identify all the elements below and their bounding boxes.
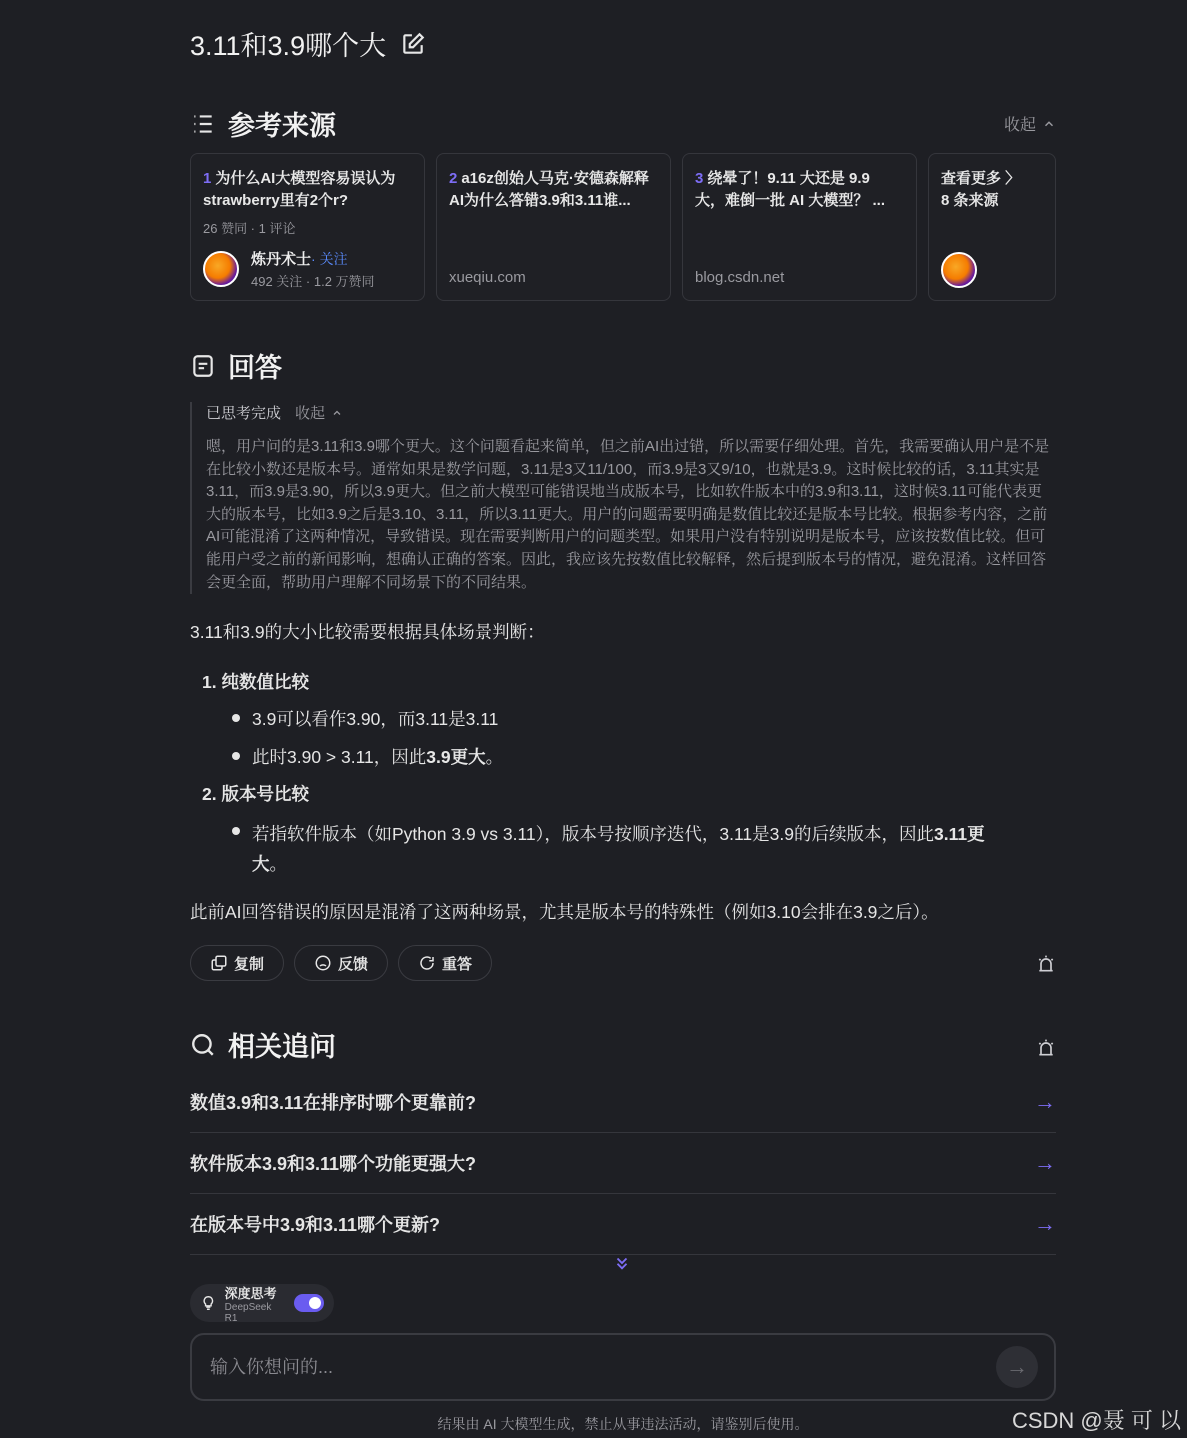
arrow-right-icon: →	[1034, 1211, 1056, 1236]
source-card-meta: 26 赞同 · 1 评论	[203, 221, 296, 236]
alert-bell-icon[interactable]	[1036, 954, 1056, 974]
document-icon	[190, 353, 216, 379]
feedback-label: 反馈	[337, 955, 368, 973]
bullet-text: 若指软件版本（如Python 3.9 vs 3.11），版本号按顺序迭代，3.11是3.9的后续版本，因此	[252, 824, 934, 844]
source-card-title-text: 绕晕了！9.11 大还是 9.9 大，难倒一批 AI 大模型？ ...	[695, 170, 886, 209]
arrow-right-icon: →	[1034, 1089, 1056, 1114]
disclaimer: 结果由 AI 大模型生成，禁止从事违法活动，请鉴别后使用。	[437, 1416, 809, 1432]
answer-item-1-bullet-2	[252, 744, 1056, 769]
bullet-text: 。	[485, 747, 504, 767]
answer-heading: 回答	[228, 353, 282, 383]
source-card-title	[695, 168, 904, 212]
copy-label: 复制	[233, 955, 264, 973]
source-card-title-text: 为什么AI大模型容易误认为strawberry里有2个r?	[203, 170, 396, 209]
thinking-status: 已思考完成	[206, 405, 282, 422]
author-stats: 492 关注 · 1.2 万赞同	[251, 274, 375, 289]
source-card-title	[203, 168, 412, 212]
answer-item-1-title: 1. 纯数值比较	[202, 672, 309, 692]
related-header	[190, 1025, 1056, 1064]
bullet-text: 此时3.90 > 3.11，因此	[252, 747, 427, 767]
source-card-site: blog.csdn.net	[695, 269, 785, 286]
more-sources-label: 查看更多 〉	[941, 170, 1021, 187]
more-sources-count: 8 条来源	[941, 192, 999, 209]
source-card-3[interactable]	[682, 153, 917, 301]
follow-link[interactable]: · 关注	[311, 251, 348, 267]
scroll-down-icon[interactable]	[613, 1254, 631, 1272]
more-sources-card[interactable]	[928, 153, 1056, 301]
answer-outro: 此前AI回答错误的原因是混淆了这两种场景，尤其是版本号的特殊性（例如3.10会排在3.9之后）。	[190, 902, 939, 922]
source-card-2[interactable]	[436, 153, 671, 301]
edit-icon[interactable]	[400, 31, 426, 57]
regenerate-label: 重答	[441, 955, 472, 973]
chat-input[interactable]	[208, 1356, 996, 1379]
sad-face-icon	[314, 954, 332, 972]
copy-icon	[210, 954, 228, 972]
answer-item-2-title: 2. 版本号比较	[202, 784, 309, 804]
related-question-1[interactable]	[190, 1072, 1056, 1133]
question-title	[190, 24, 426, 63]
related-question-2[interactable]	[190, 1133, 1056, 1194]
source-card-title	[449, 168, 658, 212]
thinking-collapse-button[interactable]	[295, 402, 343, 423]
source-card-num: 3	[695, 170, 704, 187]
lightbulb-icon	[200, 1294, 217, 1312]
question-text: 3.11和3.9哪个大	[190, 31, 387, 61]
bullet	[232, 827, 240, 835]
chevron-up-icon	[331, 407, 343, 419]
source-card-site: xueqiu.com	[449, 269, 526, 286]
list-icon	[190, 111, 216, 137]
deep-think-model: DeepSeek R1	[224, 1301, 272, 1324]
arrow-right-icon: →	[1034, 1150, 1056, 1175]
deep-think-label: 深度思考	[224, 1285, 277, 1301]
sources-heading: 参考来源	[228, 111, 336, 141]
watermark: CSDN @聂 可 以	[1011, 1408, 1181, 1433]
source-card-title-text: a16z创始人马克·安德森解释AI为什么答错3.9和3.11谁...	[449, 170, 649, 209]
avatar	[203, 251, 239, 287]
thinking-header	[206, 402, 1056, 423]
thinking-text: 嗯，用户问的是3.11和3.9哪个更大。这个问题看起来简单，但之前AI出过错，所以需要仔细处理。首先，我需要确认用户是不是在比较小数还是版本号。通常如果是数学问题，3.11是3又11/100，而3.9是3又9/10，也就是3.9。这时候比较的话，3.11其实是3.11，而3.9是3.90，所以3.9更大。但之前大模型可能错误地当成版本号，比如软件版本中的3.9和3.11，这时候3.11可能代表更大的版本号，比如3.9之后是3.10、3.11，所以3.11更大。用户的问题需要明确是数值比较还是版本号比较。根据参考内容，之前AI可能混淆了这两种情况，导致错误。现在需要判断用户的问题类型。如果用户没有特别说明是版本号，应该按数值比较。但可能用户受之前的新闻影响，想确认正确的答案。因此，我应该先按数值比较解释，然后提到版本号的情况，避免混淆。这样回答会更全面，帮助用户理解不同场景下的不同结果。	[206, 438, 1050, 591]
alert-bell-icon[interactable]	[1036, 1038, 1056, 1058]
author-name: 炼丹术士	[251, 251, 312, 268]
related-question-label: 在版本号中3.9和3.11哪个更新?	[190, 1215, 441, 1235]
chevron-up-icon	[1042, 117, 1056, 131]
sources-header	[190, 104, 1056, 143]
bullet	[232, 752, 240, 760]
thinking-collapse-label: 收起	[295, 405, 326, 422]
send-arrow-icon: →	[1006, 1354, 1028, 1379]
answer-item-1-bullet-1: 3.9可以看作3.90，而3.11是3.11	[252, 709, 499, 729]
sources-collapse-label: 收起	[1003, 117, 1036, 134]
regenerate-button[interactable]	[398, 945, 492, 981]
related-question-3[interactable]	[190, 1194, 1056, 1255]
bullet-bold-text: 3.9更大	[426, 747, 486, 767]
bullet-bold-text: 大	[252, 854, 270, 874]
related-question-label: 数值3.9和3.11在排序时哪个更靠前?	[190, 1093, 477, 1113]
feedback-button[interactable]	[294, 945, 388, 981]
thinking-block	[190, 402, 1056, 594]
send-button[interactable]	[996, 1346, 1038, 1388]
answer-intro: 3.11和3.9的大小比较需要根据具体场景判断：	[190, 622, 545, 642]
source-cards	[190, 153, 1056, 303]
avatar	[941, 252, 977, 288]
answer-item-2-bullet-1	[252, 819, 1040, 879]
related-heading: 相关追问	[228, 1032, 336, 1062]
refresh-icon	[418, 954, 436, 972]
sources-collapse-button[interactable]	[1004, 112, 1056, 135]
search-icon	[190, 1032, 216, 1058]
answer-header	[190, 346, 1056, 385]
bullet	[232, 714, 240, 722]
deep-think-toggle[interactable]	[190, 1284, 334, 1322]
bullet-bold-text: 3.11更	[934, 824, 985, 844]
related-question-label: 软件版本3.9和3.11哪个功能更强大?	[190, 1154, 477, 1174]
source-card-num: 1	[203, 170, 212, 187]
bullet-text: 。	[269, 854, 287, 874]
source-card-author	[203, 248, 375, 290]
source-card-num: 2	[449, 170, 458, 187]
deep-think-switch[interactable]	[294, 1294, 324, 1312]
source-card-1[interactable]	[190, 153, 425, 301]
copy-button[interactable]	[190, 945, 284, 981]
chat-input-box	[190, 1333, 1056, 1401]
